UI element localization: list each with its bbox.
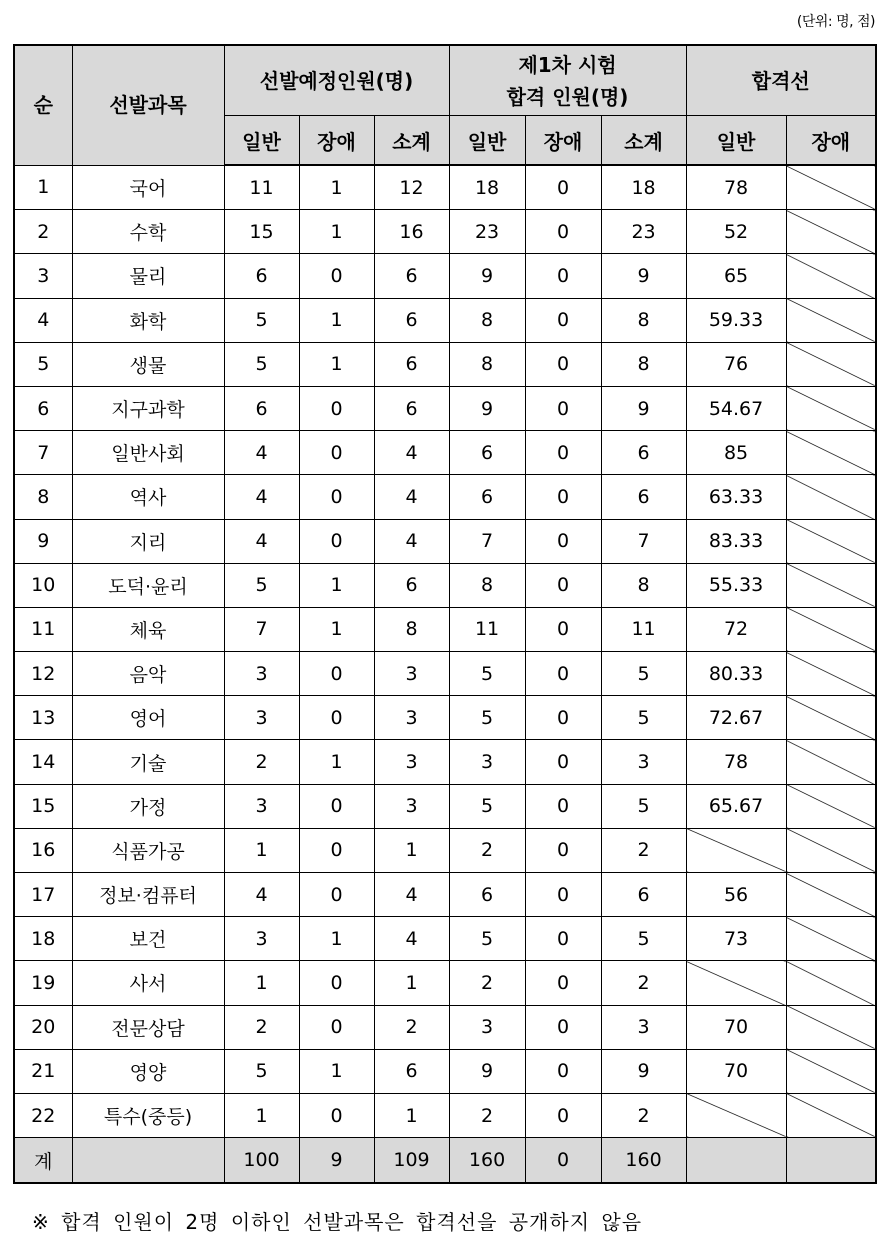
cell-planned-general: 2 — [224, 1005, 299, 1049]
cell-passed-general: 9 — [449, 386, 525, 430]
cell-cutoff-disabled — [786, 519, 876, 563]
cell-passed-disabled: 0 — [525, 917, 601, 961]
cell-planned-subtotal: 6 — [374, 563, 449, 607]
unit-note: (단위: 명, 점) — [796, 14, 875, 30]
cell-subject: 지구과학 — [72, 386, 224, 430]
cell-planned-general: 11 — [224, 165, 299, 210]
cell-passed-subtotal: 8 — [601, 342, 686, 386]
cell-passed-general: 18 — [449, 165, 525, 210]
cell-no: 9 — [14, 519, 72, 563]
cell-planned-disabled: 0 — [299, 828, 374, 872]
cell-cutoff-disabled — [786, 475, 876, 519]
cell-passed-disabled: 0 — [525, 1049, 601, 1093]
cell-cutoff-general: 85 — [686, 431, 786, 475]
cell-passed-disabled: 0 — [525, 828, 601, 872]
header-planned: 선발예정인원(명) — [224, 45, 449, 116]
cell-passed-general: 2 — [449, 961, 525, 1005]
cell-passed-general: 7 — [449, 519, 525, 563]
cell-planned-subtotal: 4 — [374, 475, 449, 519]
cell-passed-subtotal: 9 — [601, 1049, 686, 1093]
cell-passed-disabled: 0 — [525, 696, 601, 740]
header-passed-subtotal: 소계 — [601, 116, 686, 166]
total-row — [14, 1138, 876, 1184]
cell-no: 13 — [14, 696, 72, 740]
cell-planned-disabled: 1 — [299, 342, 374, 386]
table-row — [14, 917, 876, 961]
cell-passed-general: 5 — [449, 917, 525, 961]
cell-planned-subtotal: 1 — [374, 828, 449, 872]
cell-subject: 특수(중등) — [72, 1093, 224, 1137]
total-no: 계 — [14, 1138, 72, 1184]
cell-planned-general: 3 — [224, 652, 299, 696]
cell-subject: 물리 — [72, 254, 224, 298]
cell-passed-general: 6 — [449, 431, 525, 475]
cell-no: 2 — [14, 210, 72, 254]
cell-planned-subtotal: 6 — [374, 386, 449, 430]
cell-cutoff-disabled — [786, 1005, 876, 1049]
header-passed — [449, 45, 686, 116]
cell-no: 8 — [14, 475, 72, 519]
cell-planned-general: 3 — [224, 784, 299, 828]
cell-passed-disabled: 0 — [525, 431, 601, 475]
cell-planned-disabled: 0 — [299, 1093, 374, 1137]
table-row — [14, 165, 876, 210]
cell-cutoff-general: 72 — [686, 607, 786, 651]
cell-cutoff-general — [686, 1093, 786, 1137]
cell-planned-disabled: 1 — [299, 165, 374, 210]
cell-passed-disabled: 0 — [525, 342, 601, 386]
cell-planned-subtotal: 3 — [374, 740, 449, 784]
table-row — [14, 652, 876, 696]
cell-passed-subtotal: 5 — [601, 696, 686, 740]
cell-cutoff-disabled — [786, 254, 876, 298]
table-row — [14, 519, 876, 563]
cell-subject: 일반사회 — [72, 431, 224, 475]
cell-cutoff-general: 52 — [686, 210, 786, 254]
cell-passed-disabled: 0 — [525, 475, 601, 519]
cell-passed-general: 8 — [449, 563, 525, 607]
cell-passed-general: 9 — [449, 254, 525, 298]
cell-no: 18 — [14, 917, 72, 961]
cell-planned-disabled: 1 — [299, 1049, 374, 1093]
cell-planned-subtotal: 1 — [374, 1093, 449, 1137]
cell-passed-subtotal: 5 — [601, 917, 686, 961]
cell-passed-disabled: 0 — [525, 652, 601, 696]
cell-passed-subtotal: 6 — [601, 431, 686, 475]
cell-subject: 생물 — [72, 342, 224, 386]
cell-passed-subtotal: 3 — [601, 740, 686, 784]
cell-passed-subtotal: 5 — [601, 784, 686, 828]
header-passed-disabled: 장애 — [525, 116, 601, 166]
table-row — [14, 607, 876, 651]
cell-planned-general: 5 — [224, 298, 299, 342]
cell-planned-general: 4 — [224, 475, 299, 519]
cell-cutoff-general: 76 — [686, 342, 786, 386]
cell-cutoff-disabled — [786, 1049, 876, 1093]
cell-cutoff-disabled — [786, 740, 876, 784]
cell-passed-disabled: 0 — [525, 519, 601, 563]
cell-subject: 음악 — [72, 652, 224, 696]
cell-subject: 보건 — [72, 917, 224, 961]
cell-passed-general: 23 — [449, 210, 525, 254]
cell-passed-subtotal: 5 — [601, 652, 686, 696]
cell-subject: 정보·컴퓨터 — [72, 873, 224, 917]
cell-passed-subtotal: 2 — [601, 961, 686, 1005]
cell-planned-subtotal: 4 — [374, 431, 449, 475]
table-row — [14, 386, 876, 430]
cell-planned-subtotal: 12 — [374, 165, 449, 210]
cell-passed-disabled: 0 — [525, 563, 601, 607]
cell-passed-disabled: 0 — [525, 607, 601, 651]
cell-planned-general: 4 — [224, 519, 299, 563]
cell-subject: 화학 — [72, 298, 224, 342]
table-row — [14, 563, 876, 607]
cell-subject: 영양 — [72, 1049, 224, 1093]
cell-subject: 가정 — [72, 784, 224, 828]
cell-planned-general: 5 — [224, 563, 299, 607]
header-planned-subtotal: 소계 — [374, 116, 449, 166]
cell-cutoff-general: 65 — [686, 254, 786, 298]
cell-subject: 역사 — [72, 475, 224, 519]
cell-cutoff-general: 80.33 — [686, 652, 786, 696]
cell-planned-disabled: 1 — [299, 210, 374, 254]
cell-passed-general: 11 — [449, 607, 525, 651]
cell-subject: 영어 — [72, 696, 224, 740]
cell-cutoff-disabled — [786, 607, 876, 651]
cell-cutoff-disabled — [786, 784, 876, 828]
cell-cutoff-general: 59.33 — [686, 298, 786, 342]
footnote: ※ 합격 인원이 2명 이하인 선발과목은 합격선을 공개하지 않음 — [32, 1210, 643, 1234]
cell-planned-general: 7 — [224, 607, 299, 651]
cell-planned-disabled: 0 — [299, 254, 374, 298]
cell-cutoff-disabled — [786, 1093, 876, 1137]
cell-passed-subtotal: 9 — [601, 254, 686, 298]
cell-no: 7 — [14, 431, 72, 475]
cell-no: 11 — [14, 607, 72, 651]
table-row — [14, 210, 876, 254]
header-cutoff-general: 일반 — [686, 116, 786, 166]
cell-planned-general: 5 — [224, 342, 299, 386]
cell-planned-subtotal: 2 — [374, 1005, 449, 1049]
table-body — [14, 165, 876, 1183]
cell-passed-subtotal: 2 — [601, 1093, 686, 1137]
cell-cutoff-disabled — [786, 917, 876, 961]
cell-planned-general: 2 — [224, 740, 299, 784]
table-row — [14, 431, 876, 475]
cell-no: 5 — [14, 342, 72, 386]
cell-planned-subtotal: 6 — [374, 298, 449, 342]
cell-passed-general: 2 — [449, 1093, 525, 1137]
cell-passed-disabled: 0 — [525, 210, 601, 254]
table-row — [14, 1049, 876, 1093]
cell-planned-disabled: 1 — [299, 917, 374, 961]
cell-planned-general: 6 — [224, 386, 299, 430]
table-row — [14, 961, 876, 1005]
cell-cutoff-general: 63.33 — [686, 475, 786, 519]
cell-planned-disabled: 0 — [299, 386, 374, 430]
cell-cutoff-disabled — [786, 873, 876, 917]
table-row — [14, 298, 876, 342]
cell-passed-general: 8 — [449, 298, 525, 342]
cell-passed-general: 3 — [449, 1005, 525, 1049]
cell-passed-disabled: 0 — [525, 298, 601, 342]
header-cutoff: 합격선 — [686, 45, 876, 116]
cell-cutoff-general: 65.67 — [686, 784, 786, 828]
cell-subject: 전문상담 — [72, 1005, 224, 1049]
cell-planned-subtotal: 16 — [374, 210, 449, 254]
cell-cutoff-general — [686, 828, 786, 872]
cell-planned-subtotal: 3 — [374, 652, 449, 696]
cell-planned-subtotal: 4 — [374, 873, 449, 917]
cell-passed-general: 5 — [449, 652, 525, 696]
cell-passed-disabled: 0 — [525, 254, 601, 298]
total-subject — [72, 1138, 224, 1184]
cell-subject: 체육 — [72, 607, 224, 651]
cell-passed-general: 5 — [449, 784, 525, 828]
table-row — [14, 342, 876, 386]
cell-passed-subtotal: 11 — [601, 607, 686, 651]
cell-no: 15 — [14, 784, 72, 828]
cell-cutoff-disabled — [786, 165, 876, 210]
cell-passed-general: 5 — [449, 696, 525, 740]
cell-cutoff-general — [686, 961, 786, 1005]
table-row — [14, 254, 876, 298]
cell-planned-subtotal: 6 — [374, 342, 449, 386]
cell-cutoff-general: 72.67 — [686, 696, 786, 740]
table-row — [14, 828, 876, 872]
cell-planned-disabled: 0 — [299, 475, 374, 519]
table-row — [14, 475, 876, 519]
cell-passed-general: 8 — [449, 342, 525, 386]
cell-no: 16 — [14, 828, 72, 872]
header-passed-general: 일반 — [449, 116, 525, 166]
cell-no: 22 — [14, 1093, 72, 1137]
header-planned-disabled: 장애 — [299, 116, 374, 166]
cell-passed-general: 6 — [449, 873, 525, 917]
cell-planned-general: 5 — [224, 1049, 299, 1093]
cell-passed-disabled: 0 — [525, 873, 601, 917]
cell-subject: 기술 — [72, 740, 224, 784]
cell-no: 21 — [14, 1049, 72, 1093]
cell-subject: 사서 — [72, 961, 224, 1005]
cell-planned-general: 1 — [224, 961, 299, 1005]
cell-passed-subtotal: 6 — [601, 475, 686, 519]
cell-no: 10 — [14, 563, 72, 607]
results-table — [13, 44, 877, 1184]
cell-planned-disabled: 0 — [299, 961, 374, 1005]
cell-passed-subtotal: 9 — [601, 386, 686, 430]
cell-no: 14 — [14, 740, 72, 784]
total-passed-disabled: 0 — [525, 1138, 601, 1184]
cell-planned-general: 15 — [224, 210, 299, 254]
header-planned-general: 일반 — [224, 116, 299, 166]
table-row — [14, 1005, 876, 1049]
cell-no: 12 — [14, 652, 72, 696]
cell-no: 6 — [14, 386, 72, 430]
table-row — [14, 740, 876, 784]
cell-passed-general: 2 — [449, 828, 525, 872]
cell-passed-disabled: 0 — [525, 1005, 601, 1049]
cell-planned-subtotal: 3 — [374, 784, 449, 828]
table-row — [14, 784, 876, 828]
cell-no: 3 — [14, 254, 72, 298]
cell-cutoff-general: 78 — [686, 740, 786, 784]
total-passed-general: 160 — [449, 1138, 525, 1184]
cell-planned-subtotal: 8 — [374, 607, 449, 651]
cell-cutoff-disabled — [786, 386, 876, 430]
cell-planned-general: 1 — [224, 828, 299, 872]
cell-passed-disabled: 0 — [525, 165, 601, 210]
cell-passed-disabled: 0 — [525, 386, 601, 430]
total-cutoff-general — [686, 1138, 786, 1184]
cell-planned-disabled: 1 — [299, 607, 374, 651]
cell-planned-disabled: 1 — [299, 563, 374, 607]
cell-passed-subtotal: 2 — [601, 828, 686, 872]
cell-planned-subtotal: 3 — [374, 696, 449, 740]
table-row — [14, 696, 876, 740]
cell-subject: 식품가공 — [72, 828, 224, 872]
cell-cutoff-disabled — [786, 652, 876, 696]
cell-planned-general: 6 — [224, 254, 299, 298]
cell-cutoff-disabled — [786, 828, 876, 872]
header-subject: 선발과목 — [72, 45, 224, 165]
cell-planned-subtotal: 6 — [374, 254, 449, 298]
cell-cutoff-disabled — [786, 961, 876, 1005]
cell-passed-subtotal: 6 — [601, 873, 686, 917]
cell-no: 1 — [14, 165, 72, 210]
cell-cutoff-general: 55.33 — [686, 563, 786, 607]
total-planned-disabled: 9 — [299, 1138, 374, 1184]
cell-planned-disabled: 0 — [299, 652, 374, 696]
total-planned-general: 100 — [224, 1138, 299, 1184]
table-row — [14, 873, 876, 917]
cell-no: 17 — [14, 873, 72, 917]
header-no: 순 — [14, 45, 72, 165]
cell-passed-general: 9 — [449, 1049, 525, 1093]
cell-passed-general: 6 — [449, 475, 525, 519]
cell-planned-general: 1 — [224, 1093, 299, 1137]
cell-subject: 수학 — [72, 210, 224, 254]
cell-planned-subtotal: 4 — [374, 917, 449, 961]
cell-planned-general: 3 — [224, 696, 299, 740]
cell-planned-general: 4 — [224, 431, 299, 475]
cell-subject: 지리 — [72, 519, 224, 563]
cell-planned-subtotal: 6 — [374, 1049, 449, 1093]
cell-planned-general: 4 — [224, 873, 299, 917]
cell-passed-subtotal: 23 — [601, 210, 686, 254]
cell-cutoff-general: 78 — [686, 165, 786, 210]
cell-cutoff-disabled — [786, 298, 876, 342]
cell-passed-disabled: 0 — [525, 1093, 601, 1137]
total-passed-subtotal: 160 — [601, 1138, 686, 1184]
cell-planned-subtotal: 4 — [374, 519, 449, 563]
cell-cutoff-disabled — [786, 563, 876, 607]
total-cutoff-disabled — [786, 1138, 876, 1184]
cell-planned-disabled: 0 — [299, 1005, 374, 1049]
cell-planned-disabled: 1 — [299, 740, 374, 784]
cell-planned-disabled: 0 — [299, 519, 374, 563]
cell-planned-disabled: 0 — [299, 873, 374, 917]
cell-cutoff-disabled — [786, 696, 876, 740]
cell-cutoff-general: 56 — [686, 873, 786, 917]
cell-passed-subtotal: 18 — [601, 165, 686, 210]
cell-passed-subtotal: 8 — [601, 563, 686, 607]
cell-passed-disabled: 0 — [525, 961, 601, 1005]
cell-subject: 도덕·윤리 — [72, 563, 224, 607]
cell-passed-subtotal: 8 — [601, 298, 686, 342]
cell-cutoff-disabled — [786, 342, 876, 386]
header-cutoff-disabled: 장애 — [786, 116, 876, 166]
header-passed-line1: 제1차 시험 — [518, 52, 617, 77]
cell-no: 4 — [14, 298, 72, 342]
cell-cutoff-general: 54.67 — [686, 386, 786, 430]
header-passed-line2: 합격 인원(명) — [506, 84, 629, 109]
cell-cutoff-disabled — [786, 210, 876, 254]
cell-passed-subtotal: 7 — [601, 519, 686, 563]
cell-passed-disabled: 0 — [525, 784, 601, 828]
cell-passed-subtotal: 3 — [601, 1005, 686, 1049]
cell-subject: 국어 — [72, 165, 224, 210]
cell-planned-disabled: 0 — [299, 696, 374, 740]
cell-no: 19 — [14, 961, 72, 1005]
cell-cutoff-general: 70 — [686, 1005, 786, 1049]
total-planned-subtotal: 109 — [374, 1138, 449, 1184]
cell-cutoff-general: 70 — [686, 1049, 786, 1093]
cell-cutoff-general: 83.33 — [686, 519, 786, 563]
cell-planned-general: 3 — [224, 917, 299, 961]
cell-cutoff-general: 73 — [686, 917, 786, 961]
cell-cutoff-disabled — [786, 431, 876, 475]
cell-no: 20 — [14, 1005, 72, 1049]
cell-planned-disabled: 1 — [299, 298, 374, 342]
table-row — [14, 1093, 876, 1137]
cell-planned-subtotal: 1 — [374, 961, 449, 1005]
cell-planned-disabled: 0 — [299, 431, 374, 475]
cell-passed-general: 3 — [449, 740, 525, 784]
cell-planned-disabled: 0 — [299, 784, 374, 828]
cell-passed-disabled: 0 — [525, 740, 601, 784]
